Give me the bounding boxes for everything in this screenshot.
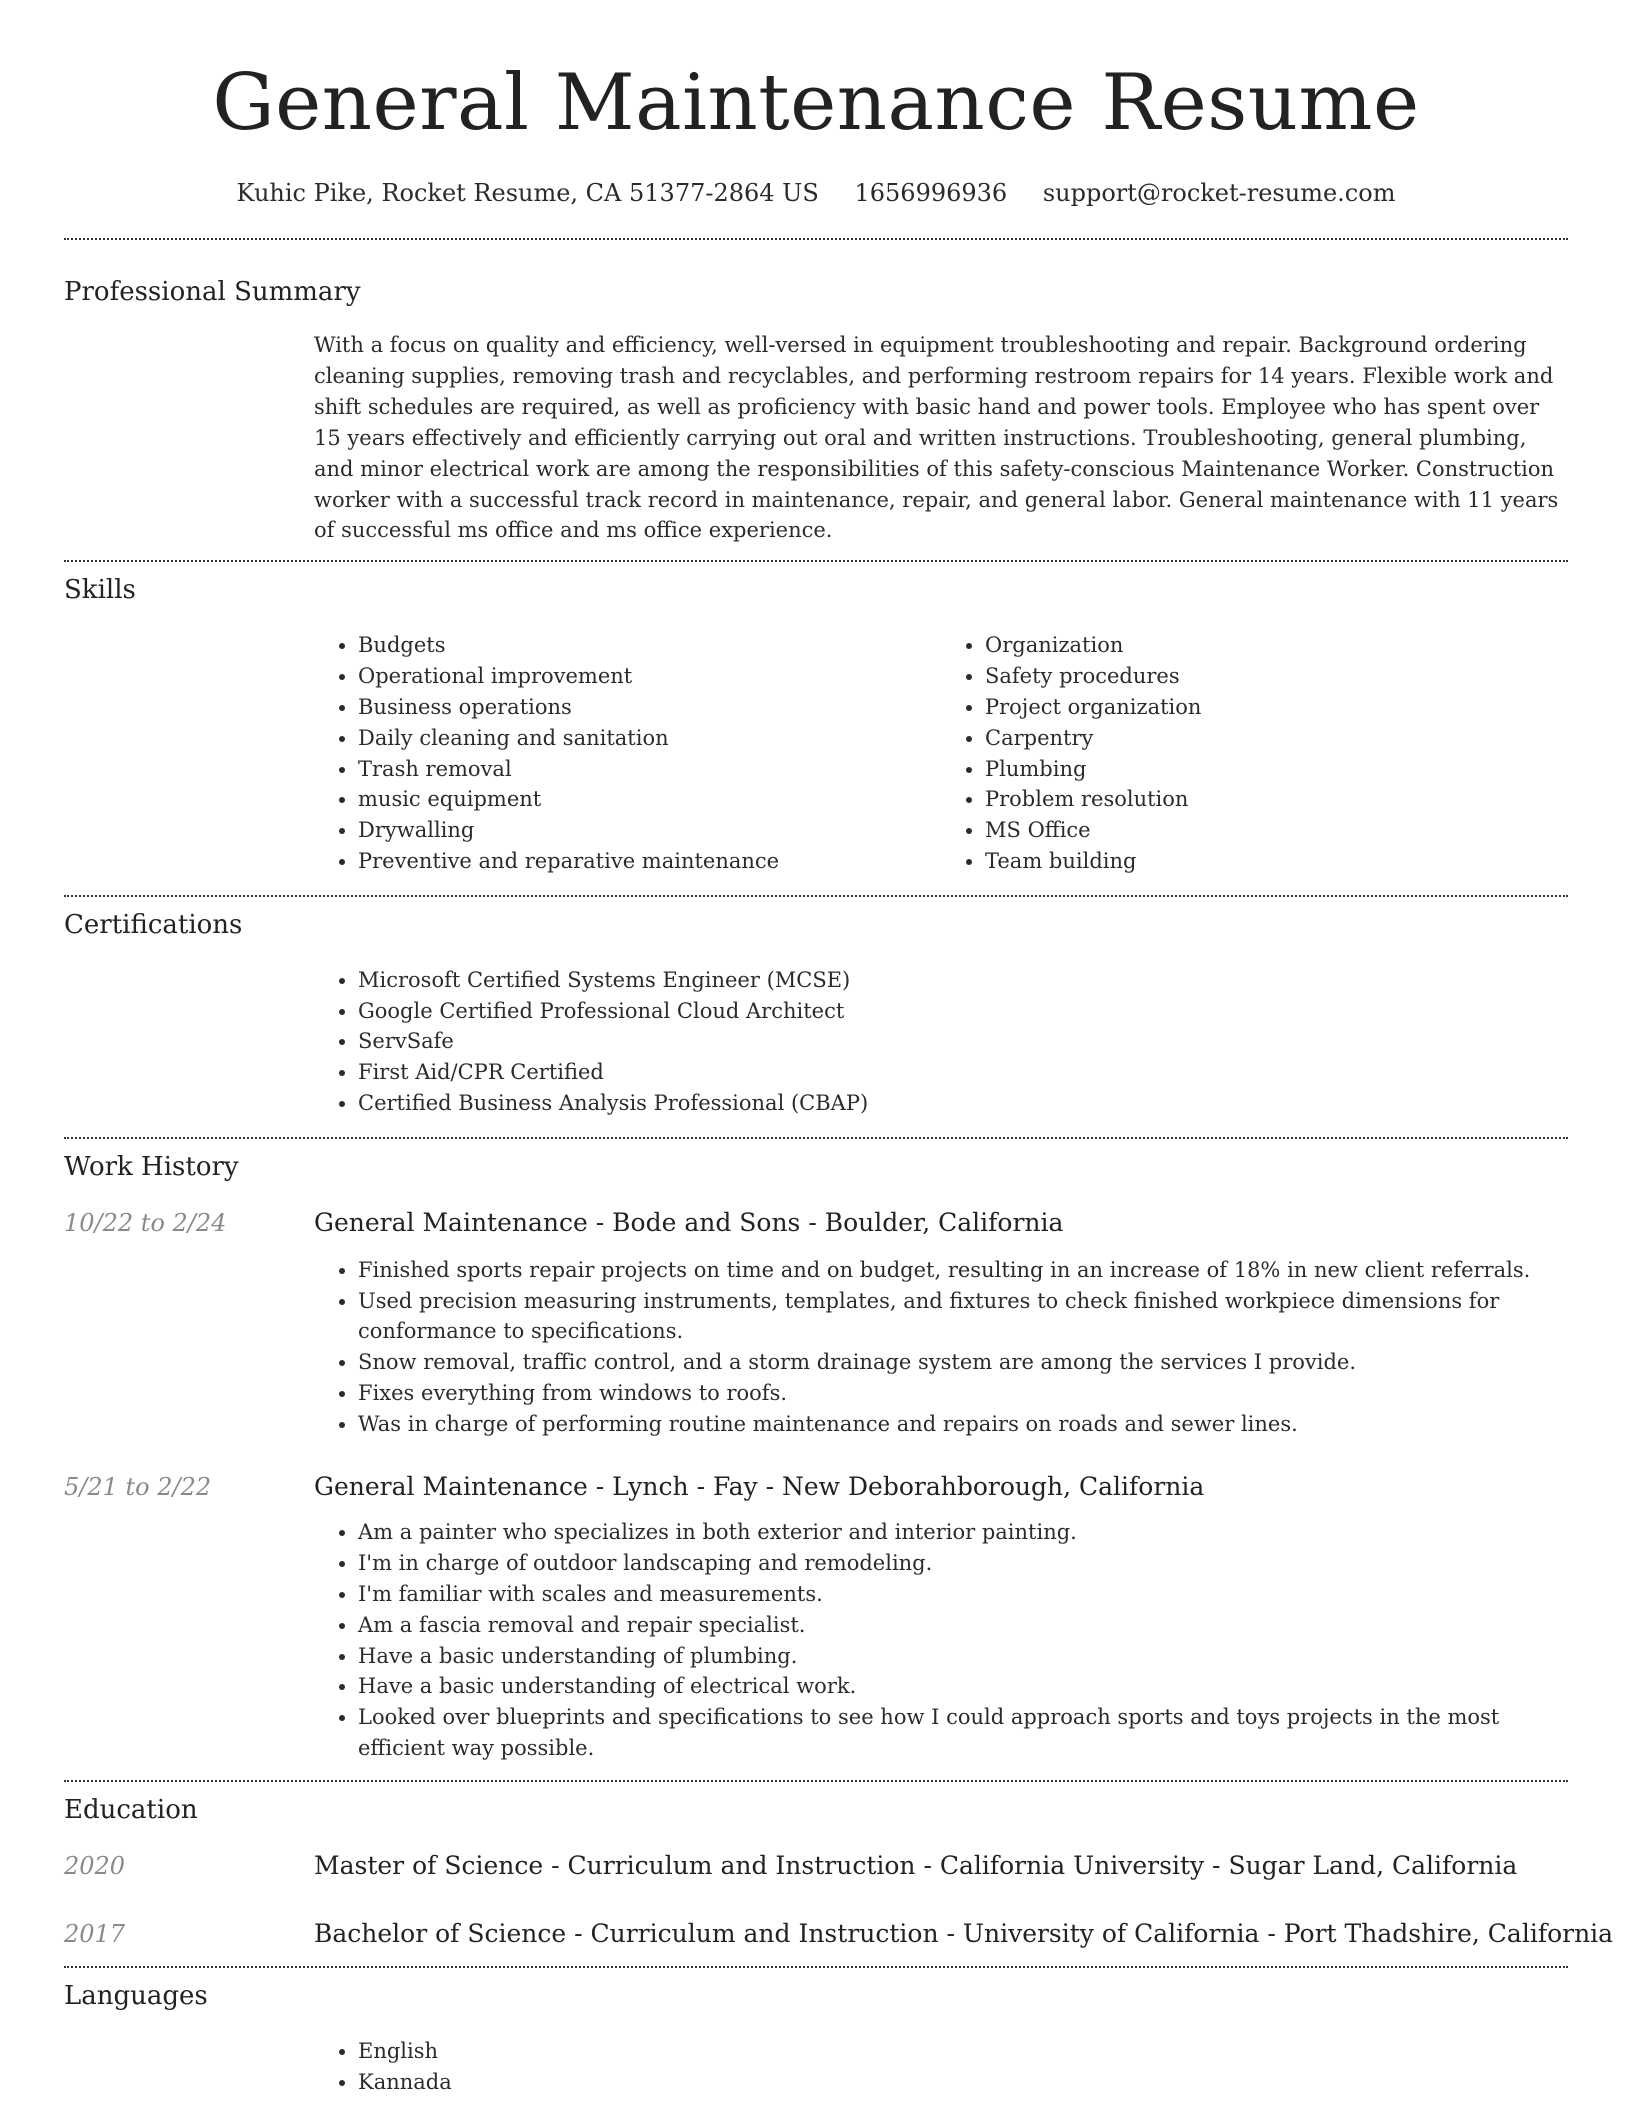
- job-bullets: [314, 1255, 1568, 1440]
- skills-columns: [314, 630, 1568, 876]
- job-dates: 10/22 to 2/24: [64, 1208, 227, 1237]
- languages-content: [314, 2036, 1568, 2098]
- job-bullet-list: [314, 1517, 1568, 1763]
- list-item: • Plumbing: [985, 754, 1568, 785]
- summary-text: With a focus on quality and efficiency, well-versed in equipment troubleshooting and repair. Background ordering cleaning supplies, removing trash and recyclables, and performing restroom repairs for 14 years. Flexible work and shift schedules are required, as well as proficiency with basic hand and power tools. Employee who has spent over 15 years effectively and efficiently carrying out oral and written instructions. Troubleshooting, general plumbing, and minor electrical work are among the responsibilities of this safety-conscious Maintenance Worker. Construction worker with a successful track record in maintenance, repair, and general labor. General maintenance with 11 years of successful ms office and ms office experience.: [314, 333, 1559, 543]
- education-title: Master of Science - Curriculum and Instruction - California University - Sugar Land, California: [314, 1850, 1518, 1880]
- list-item: • Business operations: [358, 692, 941, 723]
- divider: [64, 238, 1568, 240]
- skills-list-left: [314, 630, 941, 876]
- list-item: • Trash removal: [358, 754, 941, 785]
- list-item: • Drywalling: [358, 815, 941, 846]
- languages-section: [64, 1980, 1568, 2098]
- list-item: • I'm in charge of outdoor landscaping and remodeling.: [358, 1548, 1568, 1579]
- education-year: 2017: [64, 1919, 126, 1948]
- list-item: • Kannada: [358, 2067, 1568, 2098]
- certifications-list: [314, 965, 1568, 1119]
- education-year: 2020: [64, 1851, 126, 1880]
- certifications-section: [64, 909, 1568, 1119]
- list-item: • Snow removal, traffic control, and a storm drainage system are among the services I provide.: [358, 1347, 1568, 1378]
- list-item: • Microsoft Certified Systems Engineer (MCSE): [358, 965, 1568, 996]
- list-item: • Am a painter who specializes in both exterior and interior painting.: [358, 1517, 1568, 1548]
- section-title-education: Education: [64, 1794, 198, 1825]
- list-item: • ServSafe: [358, 1026, 1568, 1057]
- divider: [64, 1966, 1568, 1968]
- job-bullets: [314, 1517, 1568, 1763]
- contact-phone: 1656996936: [854, 179, 1008, 207]
- education-title: Bachelor of Science - Curriculum and Instruction - University of California - Port Thadshire, California: [314, 1918, 1614, 1948]
- list-item: • Google Certified Professional Cloud Architect: [358, 996, 1568, 1027]
- section-title-certifications: Certifications: [64, 909, 243, 940]
- list-item: • Safety procedures: [985, 661, 1568, 692]
- job-title: General Maintenance - Lynch - Fay - New Deborahborough, California: [314, 1472, 1205, 1502]
- divider: [64, 895, 1568, 897]
- list-item: • Project organization: [985, 692, 1568, 723]
- list-item: • music equipment: [358, 784, 941, 815]
- contact-email: support@rocket-resume.com: [1042, 179, 1396, 207]
- list-item: • Am a fascia removal and repair specialist.: [358, 1610, 1568, 1641]
- skills-section: [64, 574, 1568, 876]
- list-item: • Looked over blueprints and specifications to see how I could approach sports and toys projects in the most efficient way possible.: [358, 1702, 1568, 1764]
- divider: [64, 1137, 1568, 1139]
- list-item: • MS Office: [985, 815, 1568, 846]
- section-title-work-history: Work History: [64, 1151, 239, 1182]
- resume-title: General Maintenance Resume: [212, 58, 1420, 148]
- list-item: • Certified Business Analysis Professional (CBAP): [358, 1088, 1568, 1119]
- list-item: • Team building: [985, 846, 1568, 877]
- job-header: [64, 1471, 1568, 1503]
- list-item: • Was in charge of performing routine maintenance and repairs on roads and sewer lines.: [358, 1409, 1568, 1440]
- education-section: [64, 1794, 1614, 1950]
- list-item: • Have a basic understanding of plumbing.: [358, 1641, 1568, 1672]
- job-title: General Maintenance - Bode and Sons - Boulder, California: [314, 1207, 1064, 1237]
- list-item: • Finished sports repair projects on time and on budget, resulting in an increase of 18% in new client referrals.: [358, 1255, 1568, 1286]
- job-entry: [64, 1471, 1568, 1763]
- job-entry: [64, 1207, 1568, 1440]
- work-history-section: [64, 1151, 1568, 1764]
- list-item: • Daily cleaning and sanitation: [358, 723, 941, 754]
- list-item: • Carpentry: [985, 723, 1568, 754]
- languages-list: [314, 2036, 1568, 2098]
- job-header: [64, 1207, 1568, 1239]
- job-dates: 5/21 to 2/22: [64, 1473, 212, 1502]
- list-item: • Problem resolution: [985, 784, 1568, 815]
- skills-list-right: [941, 630, 1568, 876]
- contact-address: Kuhic Pike, Rocket Resume, CA 51377-2864 US: [236, 179, 819, 207]
- divider: [64, 1780, 1568, 1782]
- summary-section: [64, 276, 1568, 546]
- certifications-content: [314, 965, 1568, 1119]
- job-bullet-list: [314, 1255, 1568, 1440]
- list-item: • Fixes everything from windows to roofs.: [358, 1378, 1568, 1409]
- education-entry: [64, 1850, 1568, 1882]
- section-title-summary: Professional Summary: [64, 277, 361, 307]
- list-item: • Used precision measuring instruments, templates, and fixtures to check finished workpiece dimensions for conformance to specifications.: [358, 1286, 1568, 1348]
- section-title-languages: Languages: [64, 1980, 208, 2011]
- list-item: • Operational improvement: [358, 661, 941, 692]
- list-item: • Budgets: [358, 630, 941, 661]
- list-item: • First Aid/CPR Certified: [358, 1057, 1568, 1088]
- list-item: • Organization: [985, 630, 1568, 661]
- list-item: • I'm familiar with scales and measurements.: [358, 1579, 1568, 1610]
- list-item: • Preventive and reparative maintenance: [358, 846, 941, 877]
- list-item: • English: [358, 2036, 1568, 2067]
- divider: [64, 560, 1568, 562]
- list-item: • Have a basic understanding of electrical work.: [358, 1671, 1568, 1702]
- contact-line: [64, 178, 1568, 208]
- section-title-skills: Skills: [64, 575, 136, 606]
- education-entry: [64, 1918, 1614, 1950]
